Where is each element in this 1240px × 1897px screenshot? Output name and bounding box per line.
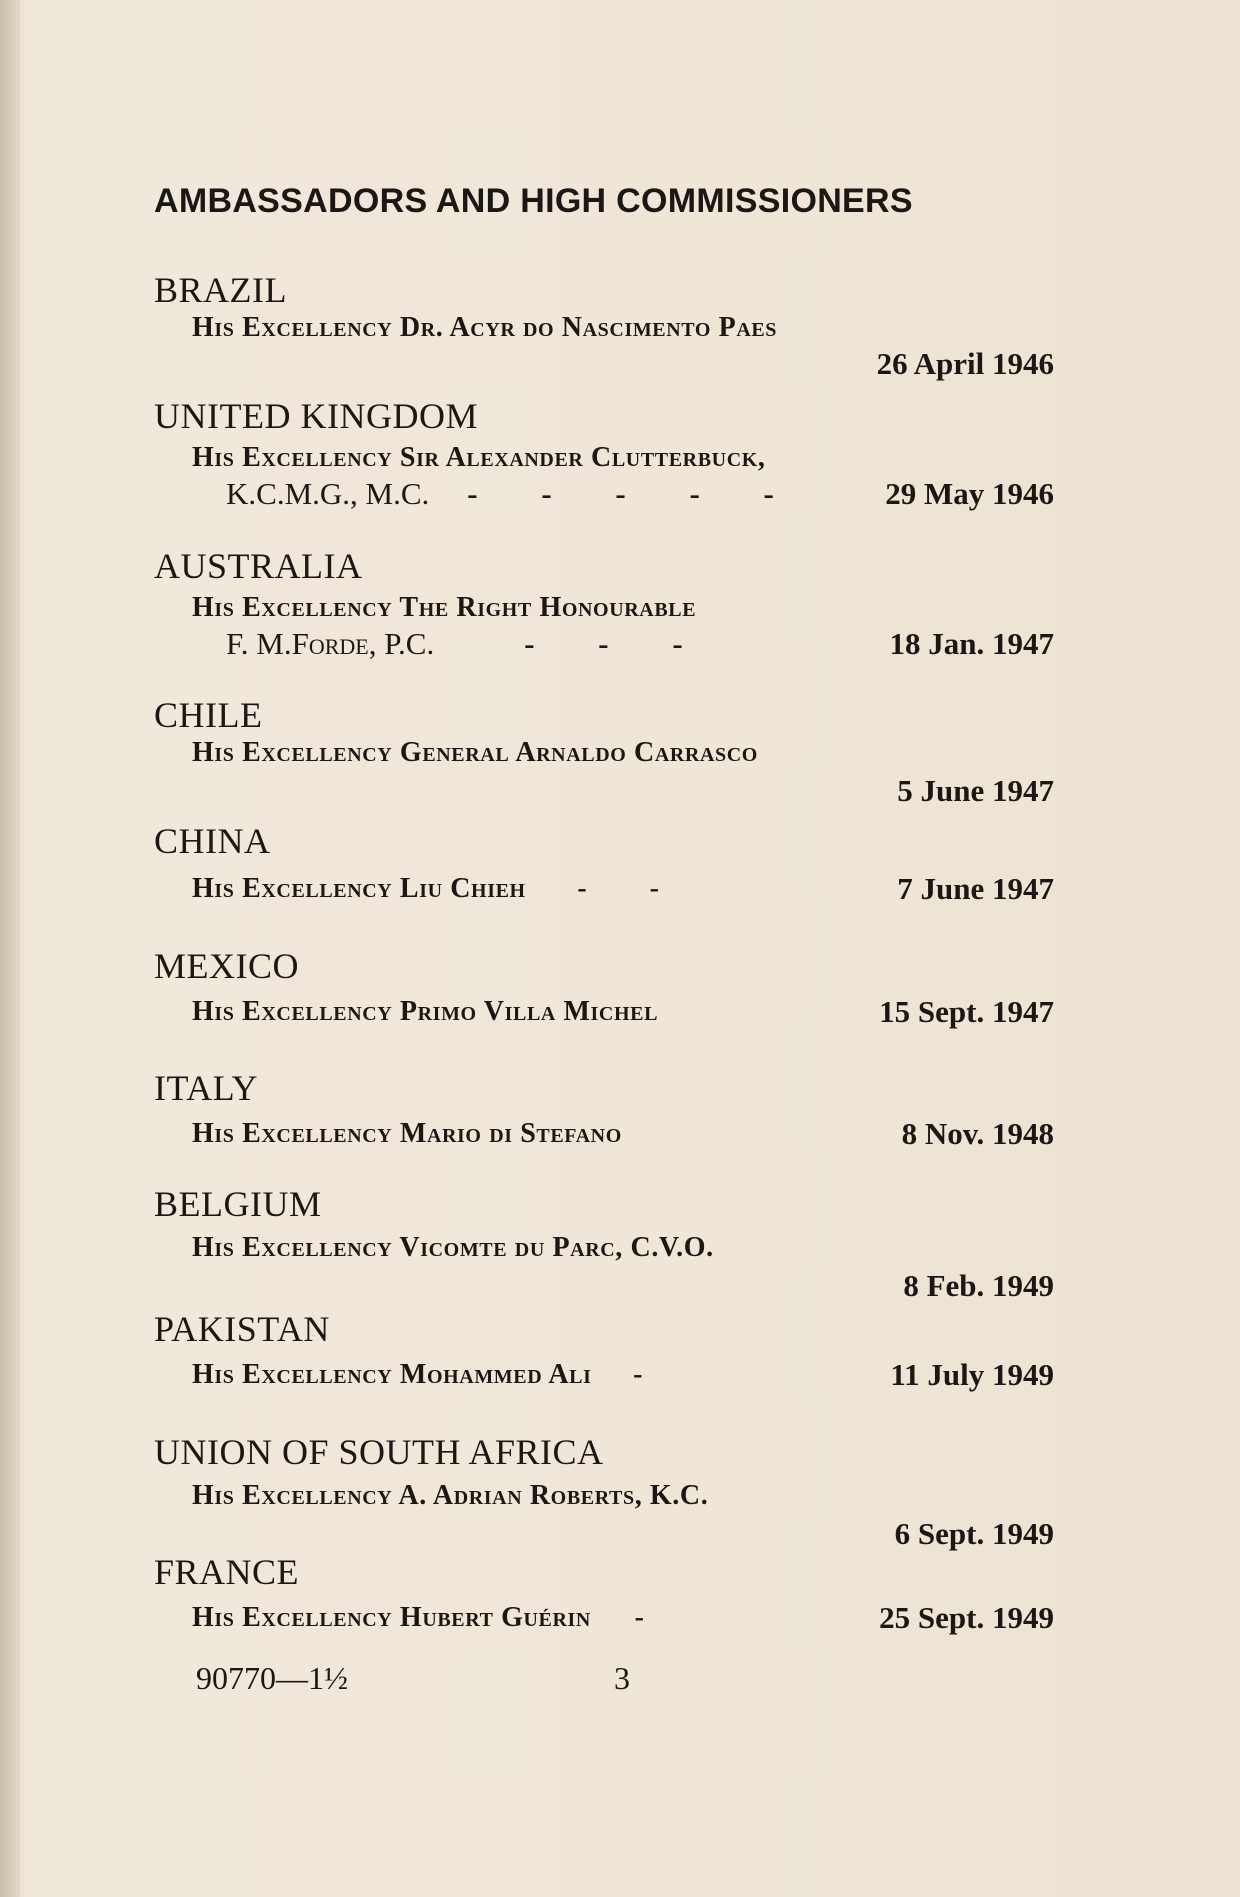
leader-dashes: - - -	[524, 626, 711, 661]
holder-initials: F. M.	[226, 626, 292, 661]
holder-honours: K.C.M.G., M.C.	[226, 476, 430, 511]
entry-australia	[154, 544, 1054, 664]
entry-mexico	[154, 944, 1054, 1032]
country-name: UNITED KINGDOM	[154, 396, 478, 436]
leader-dashes: - -	[577, 873, 687, 904]
appointment-date: 26 April 1946	[876, 346, 1054, 381]
leader-dashes: -	[634, 1602, 672, 1633]
appointment-date: 18 Jan. 1947	[889, 626, 1054, 661]
appointment-date: 29 May 1946	[885, 476, 1054, 511]
holder-name: His Excellency General Arnaldo Carrasco	[192, 737, 758, 768]
country-name: BRAZIL	[154, 270, 287, 310]
entry-union-of-south-africa	[154, 1430, 1054, 1552]
holder-name: His Excellency Hubert Guérin	[192, 1602, 591, 1633]
page-spine	[0, 0, 20, 1897]
page-number: 3	[614, 1660, 630, 1696]
country-name: ITALY	[154, 1068, 258, 1108]
entry-united-kingdom	[154, 394, 1054, 514]
holder-name: His Excellency Dr. Acyr do Nascimento Paes	[192, 312, 778, 343]
entry-france	[154, 1550, 1054, 1638]
holder-name: His Excellency A. Adrian Roberts, K.C.	[192, 1480, 709, 1511]
appointment-date: 11 July 1949	[890, 1357, 1054, 1392]
country-name: AUSTRALIA	[154, 546, 363, 586]
country-name: UNION OF SOUTH AFRICA	[154, 1432, 604, 1472]
holder-name: His Excellency Liu Chieh	[192, 873, 526, 904]
holder-name: His Excellency Mohammed Ali	[192, 1359, 592, 1390]
appointment-date: 6 Sept. 1949	[894, 1516, 1054, 1551]
leader-dashes: -	[633, 1359, 671, 1390]
appointment-date: 8 Feb. 1949	[903, 1268, 1054, 1303]
appointment-date: 8 Nov. 1948	[901, 1116, 1054, 1151]
entry-chile	[154, 693, 1054, 809]
holder-name: His Excellency The Right Honourable	[192, 592, 697, 623]
country-name: FRANCE	[154, 1552, 300, 1592]
holder-honours: , P.C.	[368, 626, 435, 661]
leader-dashes: - - - - -	[467, 476, 802, 511]
country-name: CHINA	[154, 821, 271, 861]
appointment-date: 25 Sept. 1949	[879, 1600, 1054, 1635]
entry-pakistan	[154, 1307, 1054, 1395]
country-name: CHILE	[154, 695, 263, 735]
appointment-date: 7 June 1947	[897, 871, 1054, 906]
appointment-date: 15 Sept. 1947	[879, 994, 1054, 1029]
entry-belgium	[154, 1182, 1054, 1304]
entry-italy	[154, 1066, 1054, 1154]
country-name: MEXICO	[154, 946, 299, 986]
print-code: 90770—1½	[196, 1660, 348, 1696]
holder-name: His Excellency Vicomte du Parc, C.V.O.	[192, 1232, 714, 1263]
holder-surname: Forde	[291, 626, 369, 661]
holder-name: His Excellency Mario di Stefano	[192, 1118, 622, 1149]
holder-name: His Excellency Primo Villa Michel	[192, 996, 659, 1027]
entry-brazil	[154, 268, 1054, 382]
holder-name: His Excellency Sir Alexander Clutterbuck,	[192, 442, 766, 473]
appointment-date: 5 June 1947	[897, 773, 1054, 808]
entry-china	[154, 819, 1054, 909]
country-name: BELGIUM	[154, 1184, 322, 1224]
page-heading: AMBASSADORS AND HIGH COMMISSIONERS	[154, 182, 913, 220]
country-name: PAKISTAN	[154, 1309, 330, 1349]
